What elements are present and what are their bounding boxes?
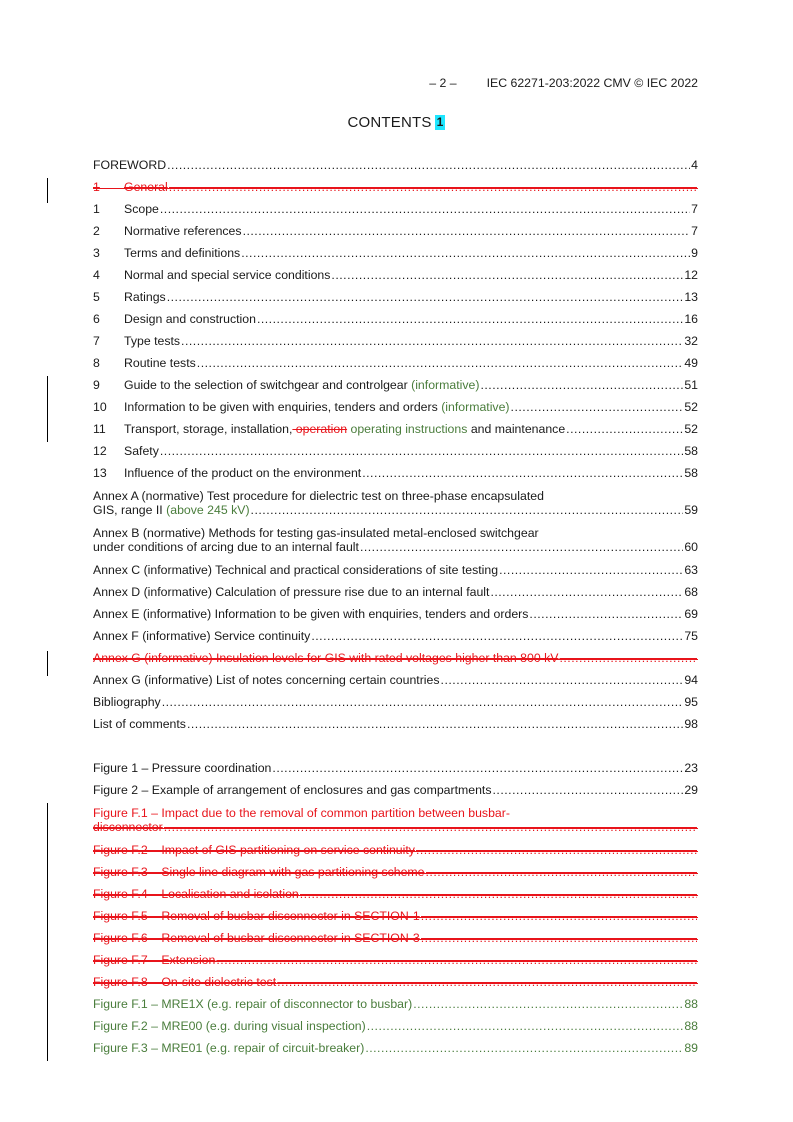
toc-entry-figure-deleted	[93, 806, 698, 834]
entry-text: Annex G (informative) List of notes concerning certain countries	[93, 673, 440, 687]
dot-leader	[164, 820, 697, 834]
entry-text: Annex G (informative) Insulation levels for GIS with rated voltages higher than 800 kV	[93, 651, 559, 665]
page-ref: 12	[684, 268, 698, 282]
entry-text: Ratings	[124, 290, 166, 304]
page-header	[429, 76, 698, 90]
entry-text: Figure 1 – Pressure coordination	[93, 761, 272, 775]
entry-text-line2: under conditions of arcing due to an internal fault	[93, 540, 359, 554]
toc-entry-clause[interactable]	[93, 246, 698, 260]
clause-number: 9	[93, 378, 100, 392]
entry-text: Normal and special service conditions	[124, 268, 331, 282]
page-ref: 23	[684, 761, 698, 775]
toc-entry-clause[interactable]	[93, 334, 698, 348]
clause-number: 11	[93, 422, 106, 436]
entry-text-base: GIS, range II	[93, 503, 163, 517]
toc-entry-annex-deleted	[93, 651, 698, 665]
page-ref: 58	[684, 444, 698, 458]
change-bar	[47, 178, 48, 203]
clause-number: 6	[93, 312, 100, 326]
page-ref: 60	[684, 540, 698, 554]
entry-text	[124, 378, 479, 392]
dot-leader	[421, 931, 697, 945]
page-ref: 7	[691, 202, 698, 216]
dot-leader	[160, 202, 690, 216]
entry-text: Terms and definitions	[124, 246, 241, 260]
dot-leader	[441, 673, 684, 687]
toc-entry-figure-deleted	[93, 843, 698, 857]
entry-text-line1: Annex A (normative) Test procedure for dielectric test on three-phase encapsulated	[93, 489, 544, 503]
page-ref: 4	[691, 158, 698, 172]
toc-entry-figure[interactable]	[93, 783, 698, 797]
entry-text-line1: Figure F.1 – Impact due to the removal of common partition between busbar-	[93, 806, 510, 820]
entry-text: Figure 2 – Example of arrangement of enclosures and gas compartments	[93, 783, 492, 797]
inserted-text: (informative)	[441, 400, 510, 414]
entry-text-after: and maintenance	[470, 422, 566, 436]
dot-leader	[426, 865, 697, 879]
entry-text: Figure F.4 – Localisation and isolation	[93, 887, 299, 901]
entry-text: Figure F.2 – Impact of GIS partitioning on service continuity	[93, 843, 415, 857]
toc-entry-figure-inserted[interactable]	[93, 1019, 698, 1033]
toc-entry-annex[interactable]	[93, 673, 698, 687]
entry-text: Figure F.3 – MRE01 (e.g. repair of circuit-breaker)	[93, 1041, 365, 1055]
clause-number: 8	[93, 356, 100, 370]
dot-leader	[160, 444, 683, 458]
dot-leader	[197, 356, 684, 370]
entry-text-base: Transport, storage, installation,	[124, 422, 293, 436]
clause-number: 2	[93, 224, 100, 238]
toc-entry-annex[interactable]	[93, 607, 698, 621]
toc-entry-figure-deleted	[93, 865, 698, 879]
entry-text: Figure F.2 – MRE00 (e.g. during visual inspection)	[93, 1019, 366, 1033]
page-ref: 75	[684, 629, 698, 643]
clause-number: 5	[93, 290, 100, 304]
page-title	[0, 114, 793, 131]
toc-entry-figure-deleted	[93, 975, 698, 989]
clause-number: 1	[93, 202, 100, 216]
page-ref: 52	[684, 422, 698, 436]
dot-leader	[529, 607, 683, 621]
dot-leader	[272, 761, 683, 775]
toc-entry-annex[interactable]	[93, 629, 698, 643]
dot-leader	[257, 312, 683, 326]
entry-text: Annex E (informative) Information to be given with enquiries, tenders and orders	[93, 607, 529, 621]
dot-leader	[413, 997, 683, 1011]
dot-leader	[311, 629, 683, 643]
page-ref: 13	[684, 290, 698, 304]
entry-text: Design and construction	[124, 312, 256, 326]
dot-leader	[559, 651, 697, 665]
deleted-text: operation	[292, 422, 348, 436]
toc-entry-annex[interactable]	[93, 585, 698, 599]
dot-leader	[169, 180, 697, 194]
entry-text-line2: disconnector	[93, 820, 163, 834]
dot-leader	[421, 909, 697, 923]
page-ref: 94	[684, 673, 698, 687]
entry-text: Scope	[124, 202, 159, 216]
toc-entry-figure-deleted	[93, 887, 698, 901]
dot-leader	[365, 1041, 683, 1055]
entry-text	[124, 400, 510, 414]
toc-entry-bibliography[interactable]	[93, 695, 698, 709]
toc-entry-foreword[interactable]	[93, 158, 698, 172]
toc-entry-figure-deleted	[93, 909, 698, 923]
toc-entry-clause[interactable]	[93, 224, 698, 238]
change-bar	[47, 651, 48, 676]
clause-number: 1	[93, 180, 100, 194]
entry-text: Routine tests	[124, 356, 196, 370]
toc-entry-annex-a[interactable]	[93, 489, 698, 517]
entry-text: FOREWORD	[93, 158, 167, 172]
toc-entry-annex[interactable]	[93, 563, 698, 577]
change-bar	[47, 376, 48, 442]
inserted-text: (informative)	[411, 378, 480, 392]
toc-entry-clause[interactable]	[93, 422, 698, 436]
page-number: – 2 –	[429, 76, 457, 90]
dot-leader	[331, 268, 683, 282]
toc-entry-figure-inserted[interactable]	[93, 1041, 698, 1055]
entry-text: Type tests	[124, 334, 181, 348]
clause-number: 12	[93, 444, 107, 458]
page-ref: 95	[684, 695, 698, 709]
entry-text: Figure F.7 – Extension	[93, 953, 216, 967]
entry-text: Figure F.8 – On-site dielectric test	[93, 975, 277, 989]
page-ref: 88	[684, 1019, 698, 1033]
page-ref: 52	[684, 400, 698, 414]
toc-entry-clause[interactable]	[93, 202, 698, 216]
clause-number: 4	[93, 268, 100, 282]
entry-text: Annex F (informative) Service continuity	[93, 629, 311, 643]
dot-leader	[162, 695, 684, 709]
clause-number: 3	[93, 246, 100, 260]
dot-leader	[566, 422, 683, 436]
dot-leader	[243, 224, 691, 238]
dot-leader	[241, 246, 690, 260]
page-ref: 89	[684, 1041, 698, 1055]
entry-text: Influence of the product on the environment	[124, 466, 362, 480]
toc-entry-clause[interactable]	[93, 356, 698, 370]
entry-text: Figure F.6 – Removal of busbar disconnector in SECTION-3	[93, 931, 420, 945]
dot-leader	[167, 290, 684, 304]
entry-text: Bibliography	[93, 695, 161, 709]
contents-heading: CONTENTS	[347, 114, 432, 131]
inserted-text: operating instructions	[350, 422, 468, 436]
dot-leader	[167, 158, 690, 172]
dot-leader	[499, 563, 683, 577]
page-ref: 16	[684, 312, 698, 326]
dot-leader	[181, 334, 683, 348]
page-ref: 29	[684, 783, 698, 797]
dot-leader	[480, 378, 683, 392]
page-ref: 51	[684, 378, 698, 392]
clause-number: 7	[93, 334, 100, 348]
dot-leader	[416, 843, 697, 857]
toc-entry-clause[interactable]	[93, 444, 698, 458]
toc-entry-list-of-comments[interactable]	[93, 717, 698, 731]
dot-leader	[216, 953, 697, 967]
page-ref: 7	[691, 224, 698, 238]
inserted-text: (above 245 kV)	[166, 503, 250, 517]
page-ref: 69	[684, 607, 698, 621]
toc-entry-clause[interactable]	[93, 290, 698, 304]
dot-leader	[187, 717, 683, 731]
entry-text-base: Guide to the selection of switchgear and controlgear	[124, 378, 408, 392]
entry-text	[124, 422, 565, 436]
comment-marker[interactable]: 1	[436, 115, 444, 129]
entry-text: Figure F.5 – Removal of busbar disconnector in SECTION-1	[93, 909, 420, 923]
entry-text: Normative references	[124, 224, 242, 238]
toc-entry-deleted-general	[93, 180, 698, 194]
dot-leader	[362, 466, 683, 480]
dot-leader	[367, 1019, 684, 1033]
dot-leader	[511, 400, 684, 414]
change-bar	[47, 803, 48, 1061]
entry-text: Figure F.1 – MRE1X (e.g. repair of disconnector to busbar)	[93, 997, 413, 1011]
dot-leader	[360, 540, 683, 554]
entry-text-base: Information to be given with enquiries, tenders and orders	[124, 400, 438, 414]
page-ref: 49	[684, 356, 698, 370]
toc-entry-clause[interactable]	[93, 400, 698, 414]
entry-text-line2	[93, 503, 250, 517]
clause-number: 10	[93, 400, 107, 414]
entry-text-line1: Annex B (normative) Methods for testing gas-insulated metal-enclosed switchgear	[93, 526, 539, 540]
clause-number: 13	[93, 466, 107, 480]
entry-text: Safety	[124, 444, 159, 458]
page-ref: 58	[684, 466, 698, 480]
toc-entry-annex-b[interactable]	[93, 526, 698, 554]
page-ref: 63	[684, 563, 698, 577]
toc-entry-clause[interactable]	[93, 378, 698, 392]
entry-text: Annex D (informative) Calculation of pressure rise due to an internal fault	[93, 585, 490, 599]
dot-leader	[490, 585, 683, 599]
page-ref: 68	[684, 585, 698, 599]
document-id: IEC 62271-203:2022 CMV © IEC 2022	[486, 76, 698, 90]
toc-entry-clause[interactable]	[93, 268, 698, 282]
page-ref: 98	[684, 717, 698, 731]
dot-leader	[251, 503, 684, 517]
toc-entry-clause[interactable]	[93, 466, 698, 480]
entry-text: Annex C (informative) Technical and practical considerations of site testing	[93, 563, 499, 577]
page-ref: 32	[684, 334, 698, 348]
toc-entry-figure-deleted	[93, 953, 698, 967]
page-ref: 9	[691, 246, 698, 260]
toc-entry-clause[interactable]	[93, 312, 698, 326]
entry-text: General	[124, 180, 168, 194]
dot-leader	[493, 783, 684, 797]
page-ref: 88	[684, 997, 698, 1011]
page-ref: 59	[684, 503, 698, 517]
entry-text: List of comments	[93, 717, 186, 731]
dot-leader	[277, 975, 697, 989]
toc-entry-figure-deleted	[93, 931, 698, 945]
entry-text: Figure F.3 – Single line diagram with gas partitioning scheme	[93, 865, 425, 879]
toc-entry-figure-inserted[interactable]	[93, 997, 698, 1011]
dot-leader	[300, 887, 697, 901]
toc-entry-figure[interactable]	[93, 761, 698, 775]
